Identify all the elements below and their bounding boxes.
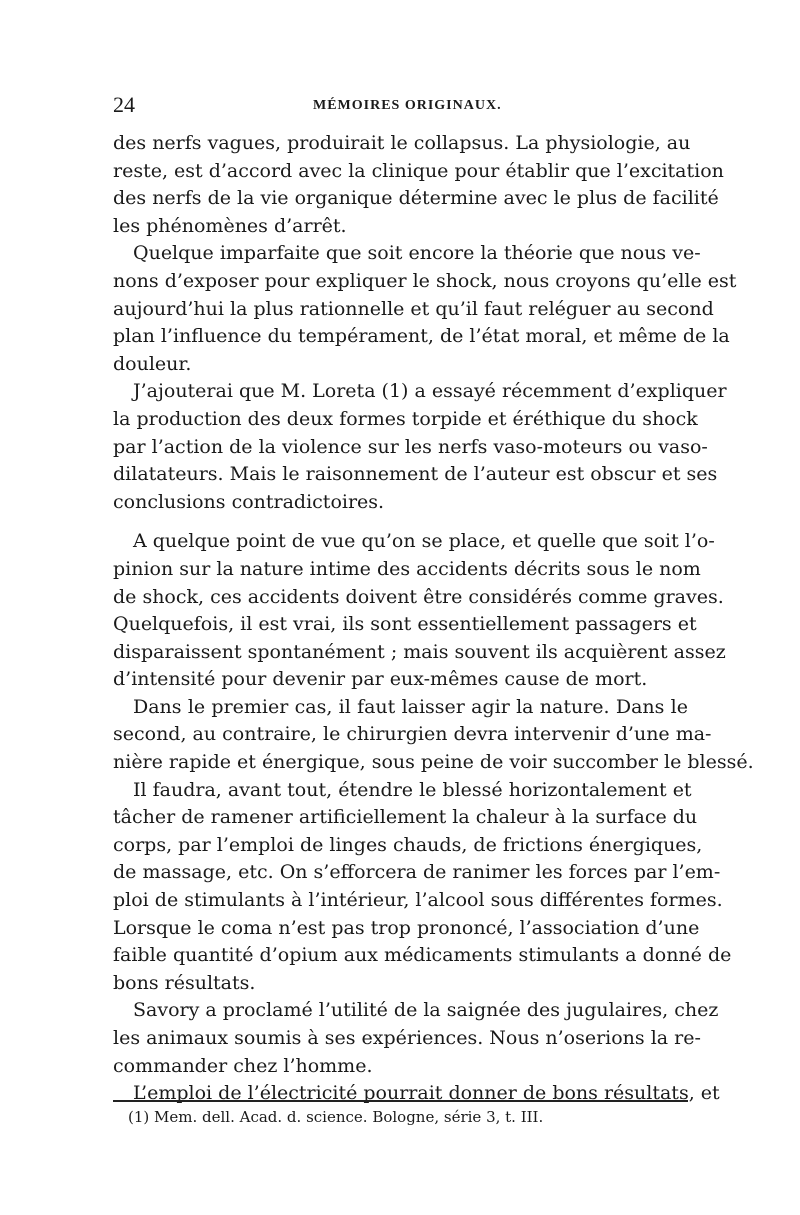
text-line: douleur. — [113, 352, 192, 375]
text-line: reste, est d’accord avec la clinique pour établir que l’excitation — [113, 159, 724, 182]
page-header — [113, 92, 688, 122]
paragraph — [113, 240, 737, 378]
running-title: MÉMOIRES ORIGINAUX. — [313, 98, 502, 113]
text-line: disparaissent spontanément ; mais souvent ils acquièrent assez — [113, 640, 726, 663]
paragraph — [113, 777, 732, 998]
paragraph — [113, 997, 719, 1080]
text-line: dilatateurs. Mais le raisonnement de l’auteur est obscur et ses — [113, 463, 718, 486]
text-line: Savory a proclamé l’utilité de la saignée des jugulaires, chez — [133, 999, 719, 1022]
text-line: les phénomènes d’arrêt. — [113, 214, 347, 237]
text-line: de massage, etc. On s’efforcera de ranimer les forces par l’em- — [113, 861, 721, 884]
text-line: Quelquefois, il est vrai, ils sont essentiellement passagers et — [113, 613, 697, 636]
text-line: J’ajouterai que M. Loreta (1) a essayé récemment d’expliquer — [133, 380, 727, 403]
text-line: des nerfs de la vie organique détermine avec le plus de facilité — [113, 187, 719, 210]
text-line: aujourd’hui la plus rationnelle et qu’il faut reléguer au second — [113, 297, 714, 320]
footnote-divider — [113, 1100, 688, 1102]
text-line: des nerfs vagues, produirait le collapsus. La physiologie, au — [113, 132, 691, 154]
text-line: d’intensité pour devenir par eux-mêmes cause de mort. — [113, 668, 648, 691]
text-line: pinion sur la nature intime des accidents décrits sous le nom — [113, 557, 701, 580]
text-line: la production des deux formes torpide et éréthique du shock — [113, 407, 698, 430]
paragraph — [113, 528, 726, 694]
text-line: bons résultats. — [113, 971, 256, 994]
text-line: les animaux soumis à ses expériences. Nous n’oserions la re- — [113, 1027, 701, 1049]
text-line: par l’action de la violence sur les nerfs vaso-moteurs ou vaso- — [113, 435, 708, 458]
paragraph — [113, 130, 724, 240]
text-line: L’emploi de l’électricité pourrait donner de bons résultats, et — [133, 1082, 720, 1105]
text-line: faible quantité d’opium aux médicaments stimulants a donné de — [113, 944, 732, 967]
text-line: A quelque point de vue qu’on se place, et quelle que soit l’o- — [133, 530, 715, 553]
text-line: tâcher de ramener artificiellement la chaleur à la surface du — [113, 806, 698, 829]
text-line: corps, par l’emploi de linges chauds, de frictions énergiques, — [113, 833, 703, 856]
text-line: Quelque imparfaite que soit encore la théorie que nous ve- — [133, 242, 701, 265]
text-line: nons d’exposer pour expliquer le shock, nous croyons qu’elle est — [113, 269, 737, 292]
text-line: ploi de stimulants à l’intérieur, l’alcool sous différentes formes. — [113, 889, 723, 912]
text-line: nière rapide et énergique, sous peine de voir succomber le blessé. — [113, 751, 754, 774]
text-line: second, au contraire, le chirurgien devra intervenir d’une ma- — [113, 723, 712, 746]
text-line: de shock, ces accidents doivent être considérés comme graves. — [113, 585, 724, 608]
text-line: conclusions contradictoires. — [113, 490, 385, 513]
text-line: Dans le premier cas, il faut laisser agir la nature. Dans le — [133, 695, 688, 718]
text-line: Lorsque le coma n’est pas trop prononcé, l’association d’une — [113, 916, 700, 939]
page-number: 24 — [113, 92, 135, 117]
text-line: plan l’influence du tempérament, de l’état moral, et même de la — [113, 325, 730, 348]
footnote: (1) Mem. dell. Acad. d. science. Bologne, série 3, t. III. — [128, 1108, 544, 1126]
body-text — [113, 130, 754, 1108]
section-gap — [113, 516, 688, 528]
paragraph — [113, 694, 754, 777]
text-line: Il faudra, avant tout, étendre le blessé horizontalement et — [133, 778, 692, 801]
paragraph — [113, 1080, 720, 1108]
text-line: commander chez l’homme. — [113, 1054, 373, 1077]
paragraph — [113, 378, 727, 516]
